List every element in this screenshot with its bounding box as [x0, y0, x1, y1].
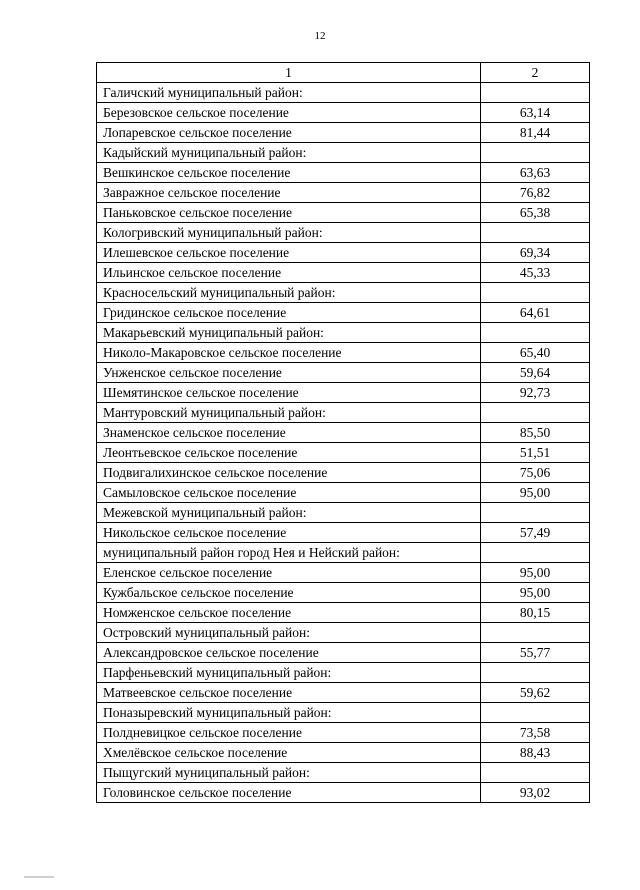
table-row [97, 783, 590, 803]
district-name: Макарьевский муниципальный район: [97, 323, 481, 343]
value-cell [481, 83, 590, 103]
table-row [97, 523, 590, 543]
district-header-row [97, 83, 590, 103]
table-row [97, 603, 590, 623]
value-cell: 55,77 [481, 643, 590, 663]
value-cell: 59,62 [481, 683, 590, 703]
value-cell: 63,14 [481, 103, 590, 123]
district-name: Галичский муниципальный район: [97, 83, 481, 103]
value-cell: 73,58 [481, 723, 590, 743]
table-row [97, 483, 590, 503]
settlement-name: Березовское сельское поселение [97, 103, 481, 123]
district-header-row [97, 143, 590, 163]
value-cell: 80,15 [481, 603, 590, 623]
value-cell [481, 323, 590, 343]
value-cell [481, 623, 590, 643]
settlement-name: Шемятинское сельское поселение [97, 383, 481, 403]
table-row [97, 443, 590, 463]
table-row [97, 423, 590, 443]
settlement-name: Кужбальское сельское поселение [97, 583, 481, 603]
settlement-name: Еленское сельское поселение [97, 563, 481, 583]
district-header-row [97, 703, 590, 723]
settlement-name: Подвигалихинское сельское поселение [97, 463, 481, 483]
value-cell [481, 503, 590, 523]
value-cell: 65,38 [481, 203, 590, 223]
value-cell: 93,02 [481, 783, 590, 803]
value-cell: 92,73 [481, 383, 590, 403]
settlement-name: Головинское сельское поселение [97, 783, 481, 803]
value-cell [481, 223, 590, 243]
value-cell: 65,40 [481, 343, 590, 363]
settlement-name: Знаменское сельское поселение [97, 423, 481, 443]
table-row [97, 723, 590, 743]
data-table [96, 62, 590, 803]
page-number: 12 [314, 30, 326, 42]
table-row [97, 683, 590, 703]
district-header-row [97, 763, 590, 783]
district-header-row [97, 283, 590, 303]
district-header-row [97, 503, 590, 523]
table-row [97, 263, 590, 283]
district-header-row [97, 663, 590, 683]
district-header-row [97, 543, 590, 563]
district-name: муниципальный район город Нея и Нейский район: [97, 543, 481, 563]
table-row [97, 563, 590, 583]
district-name: Парфеньевский муниципальный район: [97, 663, 481, 683]
value-cell [481, 703, 590, 723]
district-name: Мантуровский муниципальный район: [97, 403, 481, 423]
settlement-name: Леонтьевское сельское поселение [97, 443, 481, 463]
value-cell: 88,43 [481, 743, 590, 763]
table-row [97, 363, 590, 383]
district-header-row [97, 323, 590, 343]
value-cell: 51,51 [481, 443, 590, 463]
settlement-name: Гридинское сельское поселение [97, 303, 481, 323]
settlement-name: Номженское сельское поселение [97, 603, 481, 623]
table-row [97, 643, 590, 663]
value-cell: 57,49 [481, 523, 590, 543]
value-cell [481, 663, 590, 683]
value-cell: 64,61 [481, 303, 590, 323]
table-row [97, 463, 590, 483]
value-cell: 85,50 [481, 423, 590, 443]
district-header-row [97, 223, 590, 243]
table-row [97, 243, 590, 263]
table-row [97, 583, 590, 603]
column-header-1: 1 [97, 63, 481, 83]
value-cell [481, 143, 590, 163]
value-cell: 81,44 [481, 123, 590, 143]
settlement-name: Унженское сельское поселение [97, 363, 481, 383]
value-cell [481, 403, 590, 423]
settlement-name: Никольское сельское поселение [97, 523, 481, 543]
value-cell [481, 543, 590, 563]
table-row [97, 383, 590, 403]
value-cell [481, 283, 590, 303]
district-name: Пыщугский муниципальный район: [97, 763, 481, 783]
district-name: Кологривский муниципальный район: [97, 223, 481, 243]
value-cell: 59,64 [481, 363, 590, 383]
table-row [97, 163, 590, 183]
settlement-name: Николо-Макаровское сельское поселение [97, 343, 481, 363]
settlement-name: Паньковское сельское поселение [97, 203, 481, 223]
table-row [97, 183, 590, 203]
table-row [97, 103, 590, 123]
settlement-name: Александровское сельское поселение [97, 643, 481, 663]
district-name: Островский муниципальный район: [97, 623, 481, 643]
settlement-name: Ильинское сельское поселение [97, 263, 481, 283]
value-cell: 95,00 [481, 563, 590, 583]
table-row [97, 743, 590, 763]
district-name: Красносельский муниципальный район: [97, 283, 481, 303]
table-row [97, 203, 590, 223]
settlement-name: Илешевское сельское поселение [97, 243, 481, 263]
settlement-name: Вешкинское сельское поселение [97, 163, 481, 183]
value-cell: 95,00 [481, 483, 590, 503]
value-cell: 69,34 [481, 243, 590, 263]
value-cell: 75,06 [481, 463, 590, 483]
table-body [97, 83, 590, 803]
table-row [97, 343, 590, 363]
district-name: Поназыревский муниципальный район: [97, 703, 481, 723]
table-row [97, 303, 590, 323]
settlement-name: Лопаревское сельское поселение [97, 123, 481, 143]
settlement-name: Хмелёвское сельское поселение [97, 743, 481, 763]
table-row [97, 123, 590, 143]
settlement-name: Завражное сельское поселение [97, 183, 481, 203]
value-cell: 95,00 [481, 583, 590, 603]
settlement-name: Самыловское сельское поселение [97, 483, 481, 503]
footer-mark [24, 876, 54, 878]
value-cell: 76,82 [481, 183, 590, 203]
settlement-name: Матвеевское сельское поселение [97, 683, 481, 703]
settlement-name: Полдневицкое сельское поселение [97, 723, 481, 743]
column-header-2: 2 [481, 63, 590, 83]
district-name: Кадыйский муниципальный район: [97, 143, 481, 163]
district-header-row [97, 403, 590, 423]
table-header-row [97, 63, 590, 83]
value-cell: 63,63 [481, 163, 590, 183]
value-cell: 45,33 [481, 263, 590, 283]
value-cell [481, 763, 590, 783]
district-header-row [97, 623, 590, 643]
district-name: Межевской муниципальный район: [97, 503, 481, 523]
